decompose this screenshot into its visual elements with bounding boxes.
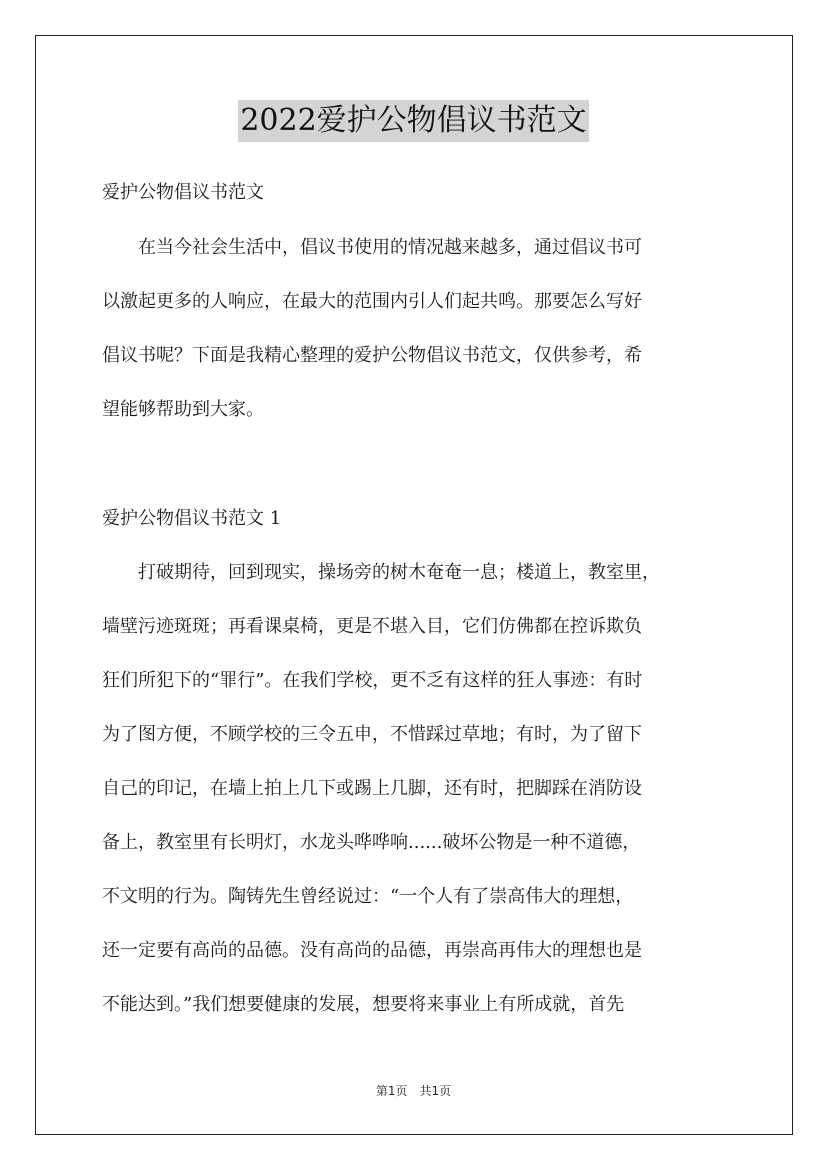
section-heading: 爱护公物倡议书范文 1 — [102, 508, 282, 529]
section-line: 不能达到。”我们想要健康的发展，想要将来事业上有所成就，首先 — [102, 994, 625, 1015]
intro-line: 在当今社会生活中，倡议书使用的情况越来越多，通过倡议书可 — [102, 237, 642, 258]
section-line: 墙壁污迹斑斑；再看课桌椅，更是不堪入目，它们仿佛都在控诉欺负 — [102, 616, 642, 637]
intro-line: 望能够帮助到大家。 — [102, 399, 264, 420]
title-container — [0, 100, 827, 142]
section-line: 打破期待，回到现实，操场旁的树木奄奄一息；楼道上，教室里， — [102, 562, 660, 583]
section-line: 备上，教室里有长明灯，水龙头哗哗响......破坏公物是一种不道德， — [102, 832, 641, 853]
section-line: 自己的印记，在墙上拍上几下或踢上几脚，还有时，把脚踩在消防设 — [102, 778, 642, 799]
section-line: 狂们所犯下的“罪行”。在我们学校，更不乏有这样的狂人事迹：有时 — [102, 670, 643, 691]
document-subtitle: 爱护公物倡议书范文 — [102, 182, 264, 203]
section-line: 还一定要有高尚的品德。没有高尚的品德，再崇高再伟大的理想也是 — [102, 940, 642, 961]
intro-line: 以激起更多的人响应，在最大的范围内引人们起共鸣。那要怎么写好 — [102, 291, 642, 312]
page-footer: 第1页 共1页 — [375, 1084, 452, 1098]
section-line: 不文明的行为。陶铸先生曾经说过：“一个人有了崇高伟大的理想， — [102, 886, 634, 907]
intro-line: 倡议书呢？下面是我精心整理的爱护公物倡议书范文，仅供参考，希 — [102, 345, 642, 366]
document-title: 2022爱护公物倡议书范文 — [238, 100, 588, 142]
section-line: 为了图方便，不顾学校的三令五申，不惜踩过草地；有时，为了留下 — [102, 724, 642, 745]
